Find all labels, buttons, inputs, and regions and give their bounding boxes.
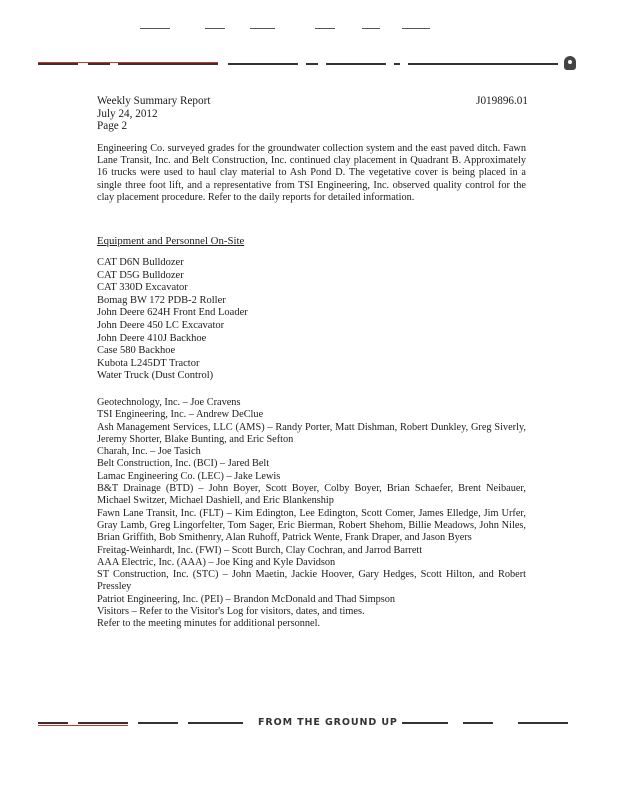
personnel-entry: AAA Electric, Inc. (AAA) – Joe King and Kyle Davidson [97,556,336,568]
report-date: July 24, 2012 [97,107,158,120]
personnel-entry: Geotechnology, Inc. – Joe Cravens [97,397,241,408]
personnel-entry: TSI Engineering, Inc. – Andrew DeClue [97,409,264,421]
page-number: Page 2 [97,120,128,132]
personnel-entry: Fawn Lane Transit, Inc. (FLT) – Kim Edington, Lee Edington, Scott Comer, James Elledge, Jim Urfer, Gray Lamb, Greg Lingorfelter, Tom Sager, Eric Bierman, Robert Shehom, Billie Meadows, John Niles, Brian Griffith, Bob Smithenry, Alan Ruhoff, Patrick Wente, Frank Draper, and Jason Byers [97,507,526,544]
letterhead-rule [38,62,568,66]
summary-paragraph: Engineering Co. surveyed grades for the groundwater collection system and the east paved ditch. Fawn Lane Transit, Inc. and Belt Construction, Inc. continued clay placement in Quadrant B. Approximately 16 trucks were used to haul clay material to Ash Pond D. The vegetative cover is being placed in a single three foot lift, and a representative from TSI Engineering, Inc. observed quality control for the clay placement procedure. Refer to the daily reports for detailed information. [97,143,526,203]
equipment-item: CAT D6N Bulldozer [97,257,184,268]
equipment-item: CAT D5G Bulldozer [97,269,184,281]
equipment-item: Bomag BW 172 PDB-2 Roller [97,294,226,306]
equipment-heading: Equipment and Personnel On-Site [97,235,245,247]
footer-slogan: FROM THE GROUND UP [254,717,402,728]
personnel-entry: Freitag-Weinhardt, Inc. (FWI) – Scott Burch, Clay Cochran, and Jarrod Barrett [97,544,423,556]
equipment-item: Case 580 Backhoe [97,345,176,357]
top-decorative-dashes [140,28,440,30]
personnel-entry: Refer to the meeting minutes for additional personnel. [97,618,321,630]
personnel-entry: Patriot Engineering, Inc. (PEI) – Brandon McDonald and Thad Simpson [97,593,396,605]
equipment-item: CAT 330D Excavator [97,282,188,294]
personnel-entry: Ash Management Services, LLC (AMS) – Randy Porter, Matt Dishman, Robert Dunkley, Greg Siverly, Jeremy Shorter, Blake Bunting, and Eric Sefton [97,421,526,445]
report-title: Weekly Summary Report [97,95,211,107]
personnel-entry: Visitors – Refer to the Visitor's Log for visitors, dates, and times. [97,606,365,618]
equipment-list [97,257,248,383]
equipment-item: John Deere 450 LC Excavator [97,319,225,331]
equipment-item: Water Truck (Dust Control) [97,370,214,382]
company-logo-icon [564,56,576,70]
equipment-item: Kubota L245DT Tractor [97,357,200,369]
personnel-entry: Belt Construction, Inc. (BCI) – Jared Belt [97,458,270,470]
equipment-item: John Deere 624H Front End Loader [97,307,248,319]
equipment-item: John Deere 410J Backhoe [97,332,207,344]
personnel-entry: ST Construction, Inc. (STC) – John Maetin, Jackie Hoover, Gary Hedges, Scott Hilton, and Robert Pressley [97,569,526,593]
personnel-list [97,397,526,631]
personnel-entry: Lamac Engineering Co. (LEC) – Jake Lewis [97,470,281,482]
personnel-entry: Charah, Inc. – Joe Tasich [97,446,201,458]
personnel-entry: B&T Drainage (BTD) – John Boyer, Scott Boyer, Colby Boyer, Brian Schaefer, Brent Neibauer, Michael Switzer, Michael Dashiell, and Eric Blankenship [97,483,526,507]
report-header [97,95,210,133]
document-id: J019896.01 [476,95,528,107]
